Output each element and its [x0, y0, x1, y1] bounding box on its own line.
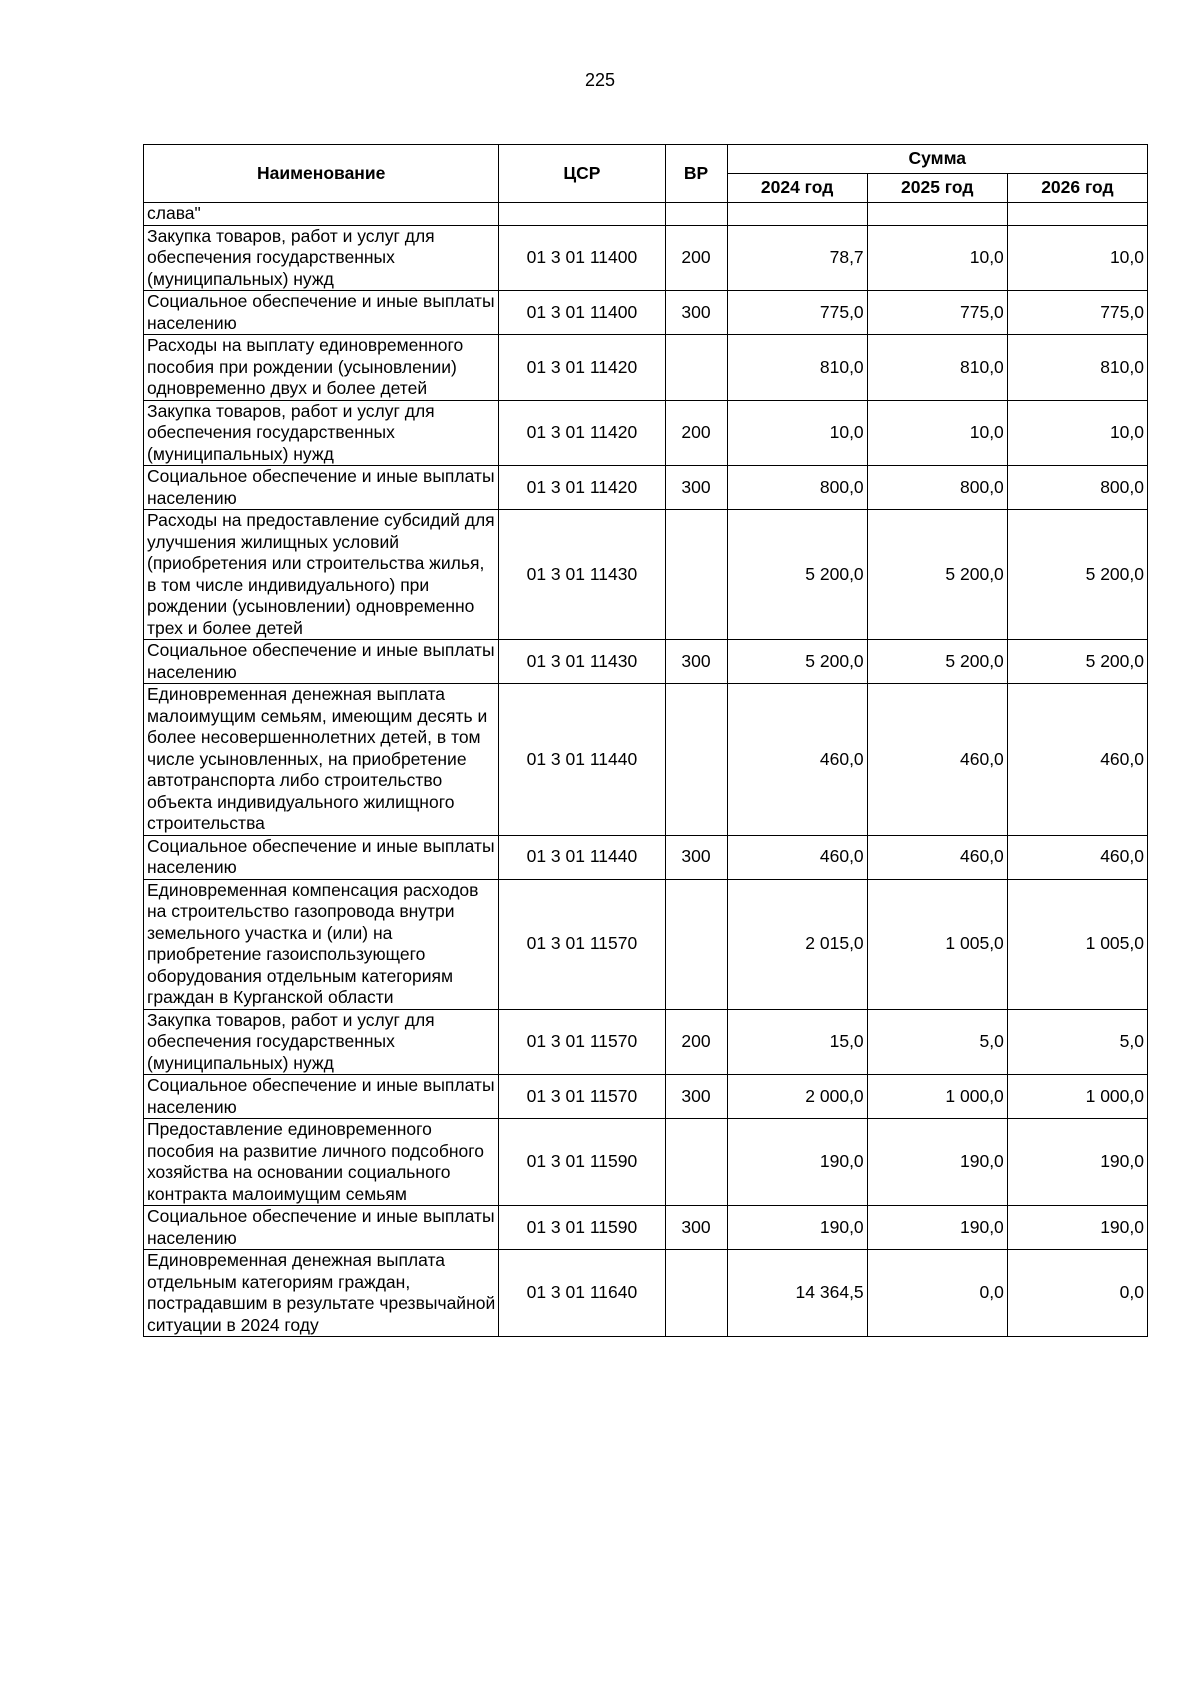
amount-2025-cell: 810,0 [867, 335, 1007, 401]
amount-2026-cell: 800,0 [1007, 466, 1147, 510]
amount-2026-cell: 460,0 [1007, 684, 1147, 836]
csr-cell: 01 3 01 11440 [499, 684, 665, 836]
amount-2026-cell: 0,0 [1007, 1250, 1147, 1337]
amount-2025-cell: 460,0 [867, 684, 1007, 836]
csr-cell: 01 3 01 11590 [499, 1119, 665, 1206]
table-row [144, 640, 1148, 684]
vr-cell: 200 [665, 1009, 727, 1075]
amount-2024-cell: 10,0 [727, 400, 867, 466]
amount-2026-cell: 5 200,0 [1007, 640, 1147, 684]
amount-2026-cell: 775,0 [1007, 291, 1147, 335]
table-row [144, 684, 1148, 836]
header-year-2026: 2026 год [1007, 174, 1147, 203]
amount-2025-cell: 800,0 [867, 466, 1007, 510]
table-row [144, 510, 1148, 640]
header-sum: Сумма [727, 145, 1147, 174]
csr-cell: 01 3 01 11400 [499, 291, 665, 335]
name-cell: Расходы на выплату единовременного пособия при рождении (усыновлении) одновременно двух и более детей [144, 335, 499, 401]
table-row [144, 466, 1148, 510]
name-cell: Социальное обеспечение и иные выплаты населению [144, 466, 499, 510]
vr-cell: 300 [665, 640, 727, 684]
header-year-2024: 2024 год [727, 174, 867, 203]
amount-2025-cell: 1 005,0 [867, 879, 1007, 1009]
amount-2026-cell: 190,0 [1007, 1206, 1147, 1250]
name-cell: Закупка товаров, работ и услуг для обеспечения государственных (муниципальных) нужд [144, 225, 499, 291]
table-row [144, 1075, 1148, 1119]
amount-2025-cell: 190,0 [867, 1206, 1007, 1250]
amount-2024-cell: 190,0 [727, 1119, 867, 1206]
csr-cell: 01 3 01 11420 [499, 335, 665, 401]
amount-2026-cell: 5 200,0 [1007, 510, 1147, 640]
amount-2024-cell: 460,0 [727, 684, 867, 836]
vr-cell: 300 [665, 1075, 727, 1119]
amount-2024-cell: 5 200,0 [727, 510, 867, 640]
name-cell: Расходы на предоставление субсидий для улучшения жилищных условий (приобретения или строительства жилья, в том числе индивидуального) при рождении (усыновлении) одновременно трех и более детей [144, 510, 499, 640]
csr-cell: 01 3 01 11400 [499, 225, 665, 291]
csr-cell: 01 3 01 11570 [499, 879, 665, 1009]
amount-2025-cell: 1 000,0 [867, 1075, 1007, 1119]
table-row [144, 203, 1148, 226]
name-cell: Закупка товаров, работ и услуг для обеспечения государственных (муниципальных) нужд [144, 400, 499, 466]
amount-2025-cell: 5,0 [867, 1009, 1007, 1075]
table-row [144, 400, 1148, 466]
vr-cell: 300 [665, 466, 727, 510]
amount-2026-cell: 190,0 [1007, 1119, 1147, 1206]
csr-cell: 01 3 01 11570 [499, 1075, 665, 1119]
page-number: 225 [584, 70, 616, 90]
header-vr: ВР [665, 145, 727, 203]
amount-2025-cell: 10,0 [867, 400, 1007, 466]
amount-2026-cell: 1 005,0 [1007, 879, 1147, 1009]
amount-2026-cell [1007, 203, 1147, 226]
vr-cell: 300 [665, 835, 727, 879]
amount-2024-cell: 14 364,5 [727, 1250, 867, 1337]
amount-2024-cell [727, 203, 867, 226]
csr-cell: 01 3 01 11420 [499, 400, 665, 466]
table-row [144, 335, 1148, 401]
name-cell: Единовременная денежная выплата отдельным категориям граждан, пострадавшим в результате чрезвычайной ситуации в 2024 году [144, 1250, 499, 1337]
table-body [144, 203, 1148, 1337]
amount-2026-cell: 810,0 [1007, 335, 1147, 401]
csr-cell: 01 3 01 11430 [499, 640, 665, 684]
table-row [144, 1206, 1148, 1250]
header-csr: ЦСР [499, 145, 665, 203]
table-row [144, 1250, 1148, 1337]
name-cell: Социальное обеспечение и иные выплаты населению [144, 640, 499, 684]
amount-2024-cell: 190,0 [727, 1206, 867, 1250]
vr-cell [665, 1250, 727, 1337]
amount-2025-cell: 5 200,0 [867, 510, 1007, 640]
name-cell: Социальное обеспечение и иные выплаты населению [144, 835, 499, 879]
name-cell: слава" [144, 203, 499, 226]
vr-cell [665, 684, 727, 836]
amount-2025-cell: 10,0 [867, 225, 1007, 291]
amount-2024-cell: 800,0 [727, 466, 867, 510]
amount-2024-cell: 78,7 [727, 225, 867, 291]
csr-cell: 01 3 01 11420 [499, 466, 665, 510]
name-cell: Закупка товаров, работ и услуг для обеспечения государственных (муниципальных) нужд [144, 1009, 499, 1075]
amount-2024-cell: 2 015,0 [727, 879, 867, 1009]
header-name: Наименование [144, 145, 499, 203]
header-year-2025: 2025 год [867, 174, 1007, 203]
name-cell: Социальное обеспечение и иные выплаты населению [144, 1075, 499, 1119]
amount-2024-cell: 460,0 [727, 835, 867, 879]
amount-2025-cell: 0,0 [867, 1250, 1007, 1337]
csr-cell [499, 203, 665, 226]
amount-2026-cell: 10,0 [1007, 225, 1147, 291]
vr-cell: 300 [665, 291, 727, 335]
amount-2024-cell: 775,0 [727, 291, 867, 335]
csr-cell: 01 3 01 11440 [499, 835, 665, 879]
amount-2024-cell: 15,0 [727, 1009, 867, 1075]
csr-cell: 01 3 01 11570 [499, 1009, 665, 1075]
vr-cell: 200 [665, 400, 727, 466]
amount-2026-cell: 5,0 [1007, 1009, 1147, 1075]
name-cell: Единовременная денежная выплата малоимущим семьям, имеющим десять и более несовершеннолетних детей, в том числе усыновленных, на приобретение автотранспорта либо строительство объекта индивидуального жилищного строительства [144, 684, 499, 836]
amount-2026-cell: 10,0 [1007, 400, 1147, 466]
table-row [144, 879, 1148, 1009]
table-header [144, 145, 1148, 203]
name-cell: Социальное обеспечение и иные выплаты населению [144, 291, 499, 335]
amount-2024-cell: 2 000,0 [727, 1075, 867, 1119]
vr-cell [665, 335, 727, 401]
amount-2025-cell [867, 203, 1007, 226]
amount-2025-cell: 190,0 [867, 1119, 1007, 1206]
vr-cell [665, 879, 727, 1009]
amount-2024-cell: 810,0 [727, 335, 867, 401]
amount-2026-cell: 1 000,0 [1007, 1075, 1147, 1119]
vr-cell: 200 [665, 225, 727, 291]
csr-cell: 01 3 01 11430 [499, 510, 665, 640]
table-row [144, 291, 1148, 335]
csr-cell: 01 3 01 11590 [499, 1206, 665, 1250]
vr-cell [665, 510, 727, 640]
name-cell: Социальное обеспечение и иные выплаты населению [144, 1206, 499, 1250]
amount-2025-cell: 775,0 [867, 291, 1007, 335]
vr-cell [665, 1119, 727, 1206]
budget-table [143, 144, 1148, 1337]
name-cell: Предоставление единовременного пособия на развитие личного подсобного хозяйства на основании социального контракта малоимущим семьям [144, 1119, 499, 1206]
amount-2025-cell: 5 200,0 [867, 640, 1007, 684]
vr-cell [665, 203, 727, 226]
csr-cell: 01 3 01 11640 [499, 1250, 665, 1337]
name-cell: Единовременная компенсация расходов на строительство газопровода внутри земельного участка и (или) на приобретение газоиспользующего оборудования отдельным категориям граждан в Курганской области [144, 879, 499, 1009]
amount-2026-cell: 460,0 [1007, 835, 1147, 879]
table-row [144, 225, 1148, 291]
vr-cell: 300 [665, 1206, 727, 1250]
table-row [144, 1119, 1148, 1206]
amount-2024-cell: 5 200,0 [727, 640, 867, 684]
amount-2025-cell: 460,0 [867, 835, 1007, 879]
table-row [144, 1009, 1148, 1075]
table-row [144, 835, 1148, 879]
